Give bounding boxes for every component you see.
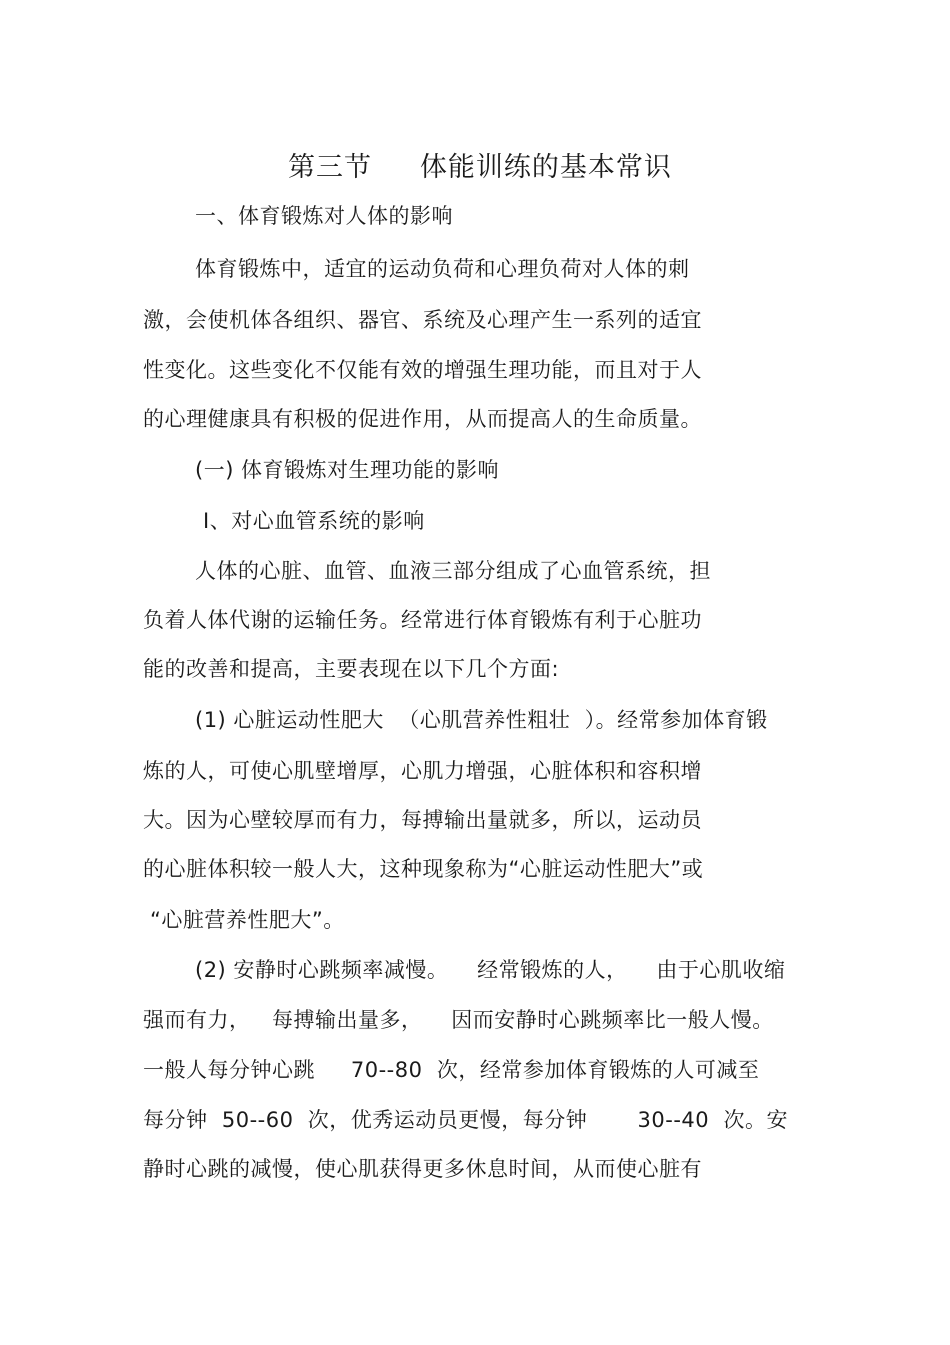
paragraph-line: 每分钟 50--60 次，优秀运动员更慢，每分钟 30--40 次。安 xyxy=(143,1108,788,1132)
paragraph-line: (1) 心脏运动性肥大 （心肌营养性粗壮 ）。经常参加体育锻 xyxy=(195,708,768,732)
paragraph-line: 负着人体代谢的运输任务。经常进行体育锻炼有利于心脏功 xyxy=(143,608,702,632)
paragraph-line: (2) 安静时心跳频率减慢。 经常锻炼的人， 由于心肌收缩 xyxy=(195,958,786,982)
paragraph-line: 的心理健康具有积极的促进作用，从而提高人的生命质量。 xyxy=(143,407,702,431)
paragraph-line: 静时心跳的减慢，使心肌获得更多休息时间，从而使心脏有 xyxy=(143,1157,702,1181)
paragraph-line: 人体的心脏、血管、血液三部分组成了心血管系统，担 xyxy=(195,559,711,583)
paragraph-line: 激，会使机体各组织、器官、系统及心理产生一系列的适宜 xyxy=(143,308,702,332)
paragraph-line: 大。因为心壁较厚而有力，每搏输出量就多，所以，运动员 xyxy=(143,808,702,832)
paragraph-line: 体育锻炼中，适宜的运动负荷和心理负荷对人体的刺 xyxy=(195,257,690,281)
paragraph-line: 炼的人，可使心肌壁增厚，心肌力增强，心脏体积和容积增 xyxy=(143,759,702,783)
paragraph-line: 性变化。这些变化不仅能有效的增强生理功能，而且对于人 xyxy=(143,358,702,382)
section-heading: 一、体育锻炼对人体的影响 xyxy=(195,204,453,228)
page-title: 第三节 体能训练的基本常识 xyxy=(288,152,672,183)
paragraph-line: “心脏营养性肥大”。 xyxy=(150,908,345,932)
subsection-heading: (一) 体育锻炼对生理功能的影响 xyxy=(195,458,500,482)
paragraph-line: 强而有力， 每搏输出量多， 因而安静时心跳频率比一般人慢。 xyxy=(143,1008,774,1032)
item-heading: I、对心血管系统的影响 xyxy=(203,509,425,533)
paragraph-line: 的心脏体积较一般人大，这种现象称为“心脏运动性肥大”或 xyxy=(143,857,704,881)
paragraph-line: 能的改善和提高，主要表现在以下几个方面: xyxy=(143,657,560,681)
paragraph-line: 一般人每分钟心跳 70--80 次，经常参加体育锻炼的人可减至 xyxy=(143,1058,760,1082)
